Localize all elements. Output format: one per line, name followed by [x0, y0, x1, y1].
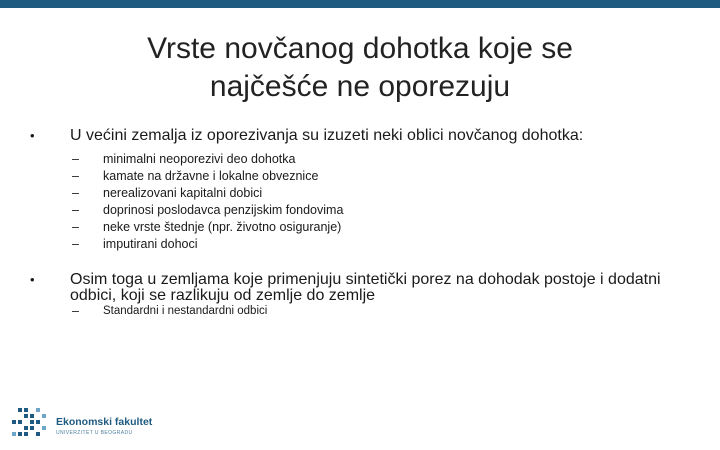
sub-item-text: minimalni neoporezivi deo dohotka — [103, 152, 296, 166]
sub-item — [72, 185, 672, 202]
logo-name: Ekonomski fakultet — [56, 416, 153, 428]
sub-list-1 — [72, 151, 672, 253]
dash-marker: – — [72, 186, 79, 200]
top-accent-bar — [0, 0, 720, 8]
dash-marker: – — [72, 203, 79, 217]
dash-marker: – — [72, 304, 79, 318]
dash-marker: – — [72, 237, 79, 251]
slide-title — [0, 30, 720, 106]
faculty-logo — [12, 406, 182, 442]
sub-item — [72, 151, 672, 168]
dash-marker: – — [72, 169, 79, 183]
dash-marker: – — [72, 152, 79, 166]
bullet-text: U većini zemalja iz oporezivanja su izuzeti neki oblici novčanog dohotka: — [70, 127, 584, 144]
bullet-marker: • — [30, 272, 35, 287]
slide-title-line-2: najčešće ne oporezuju — [209, 70, 511, 103]
sub-item — [72, 219, 672, 236]
sub-item — [72, 303, 672, 320]
bullet-marker: • — [30, 128, 35, 143]
sub-item-text: nerealizovani kapitalni dobici — [103, 186, 263, 200]
sub-item-text: Standardni i nestandardni odbici — [103, 305, 268, 317]
sub-list-2 — [72, 303, 672, 320]
sub-item-text: doprinosi poslodavca penzijskim fondovima — [103, 203, 344, 217]
bullet-text: Osim toga u zemljama koje primenjuju sintetički porez na dohodak postoje i dodatni odbici, koji se razlikuju od zemlje do zemlje — [70, 271, 661, 304]
slide-title-line-1: Vrste novčanog dohotka koje se — [147, 32, 573, 65]
sub-item — [72, 236, 672, 253]
sub-item-text: imputirani dohoci — [103, 237, 198, 251]
sub-item-text: kamate na državne i lokalne obveznice — [103, 169, 319, 183]
sub-item-text: neke vrste štednje (npr. životno osiguranje) — [103, 220, 342, 234]
logo-subtitle: UNIVERZITET U BEOGRADU — [56, 430, 133, 436]
sub-item — [72, 202, 672, 219]
sub-item — [72, 168, 672, 185]
dash-marker: – — [72, 220, 79, 234]
dots-cluster-icon — [12, 406, 52, 442]
